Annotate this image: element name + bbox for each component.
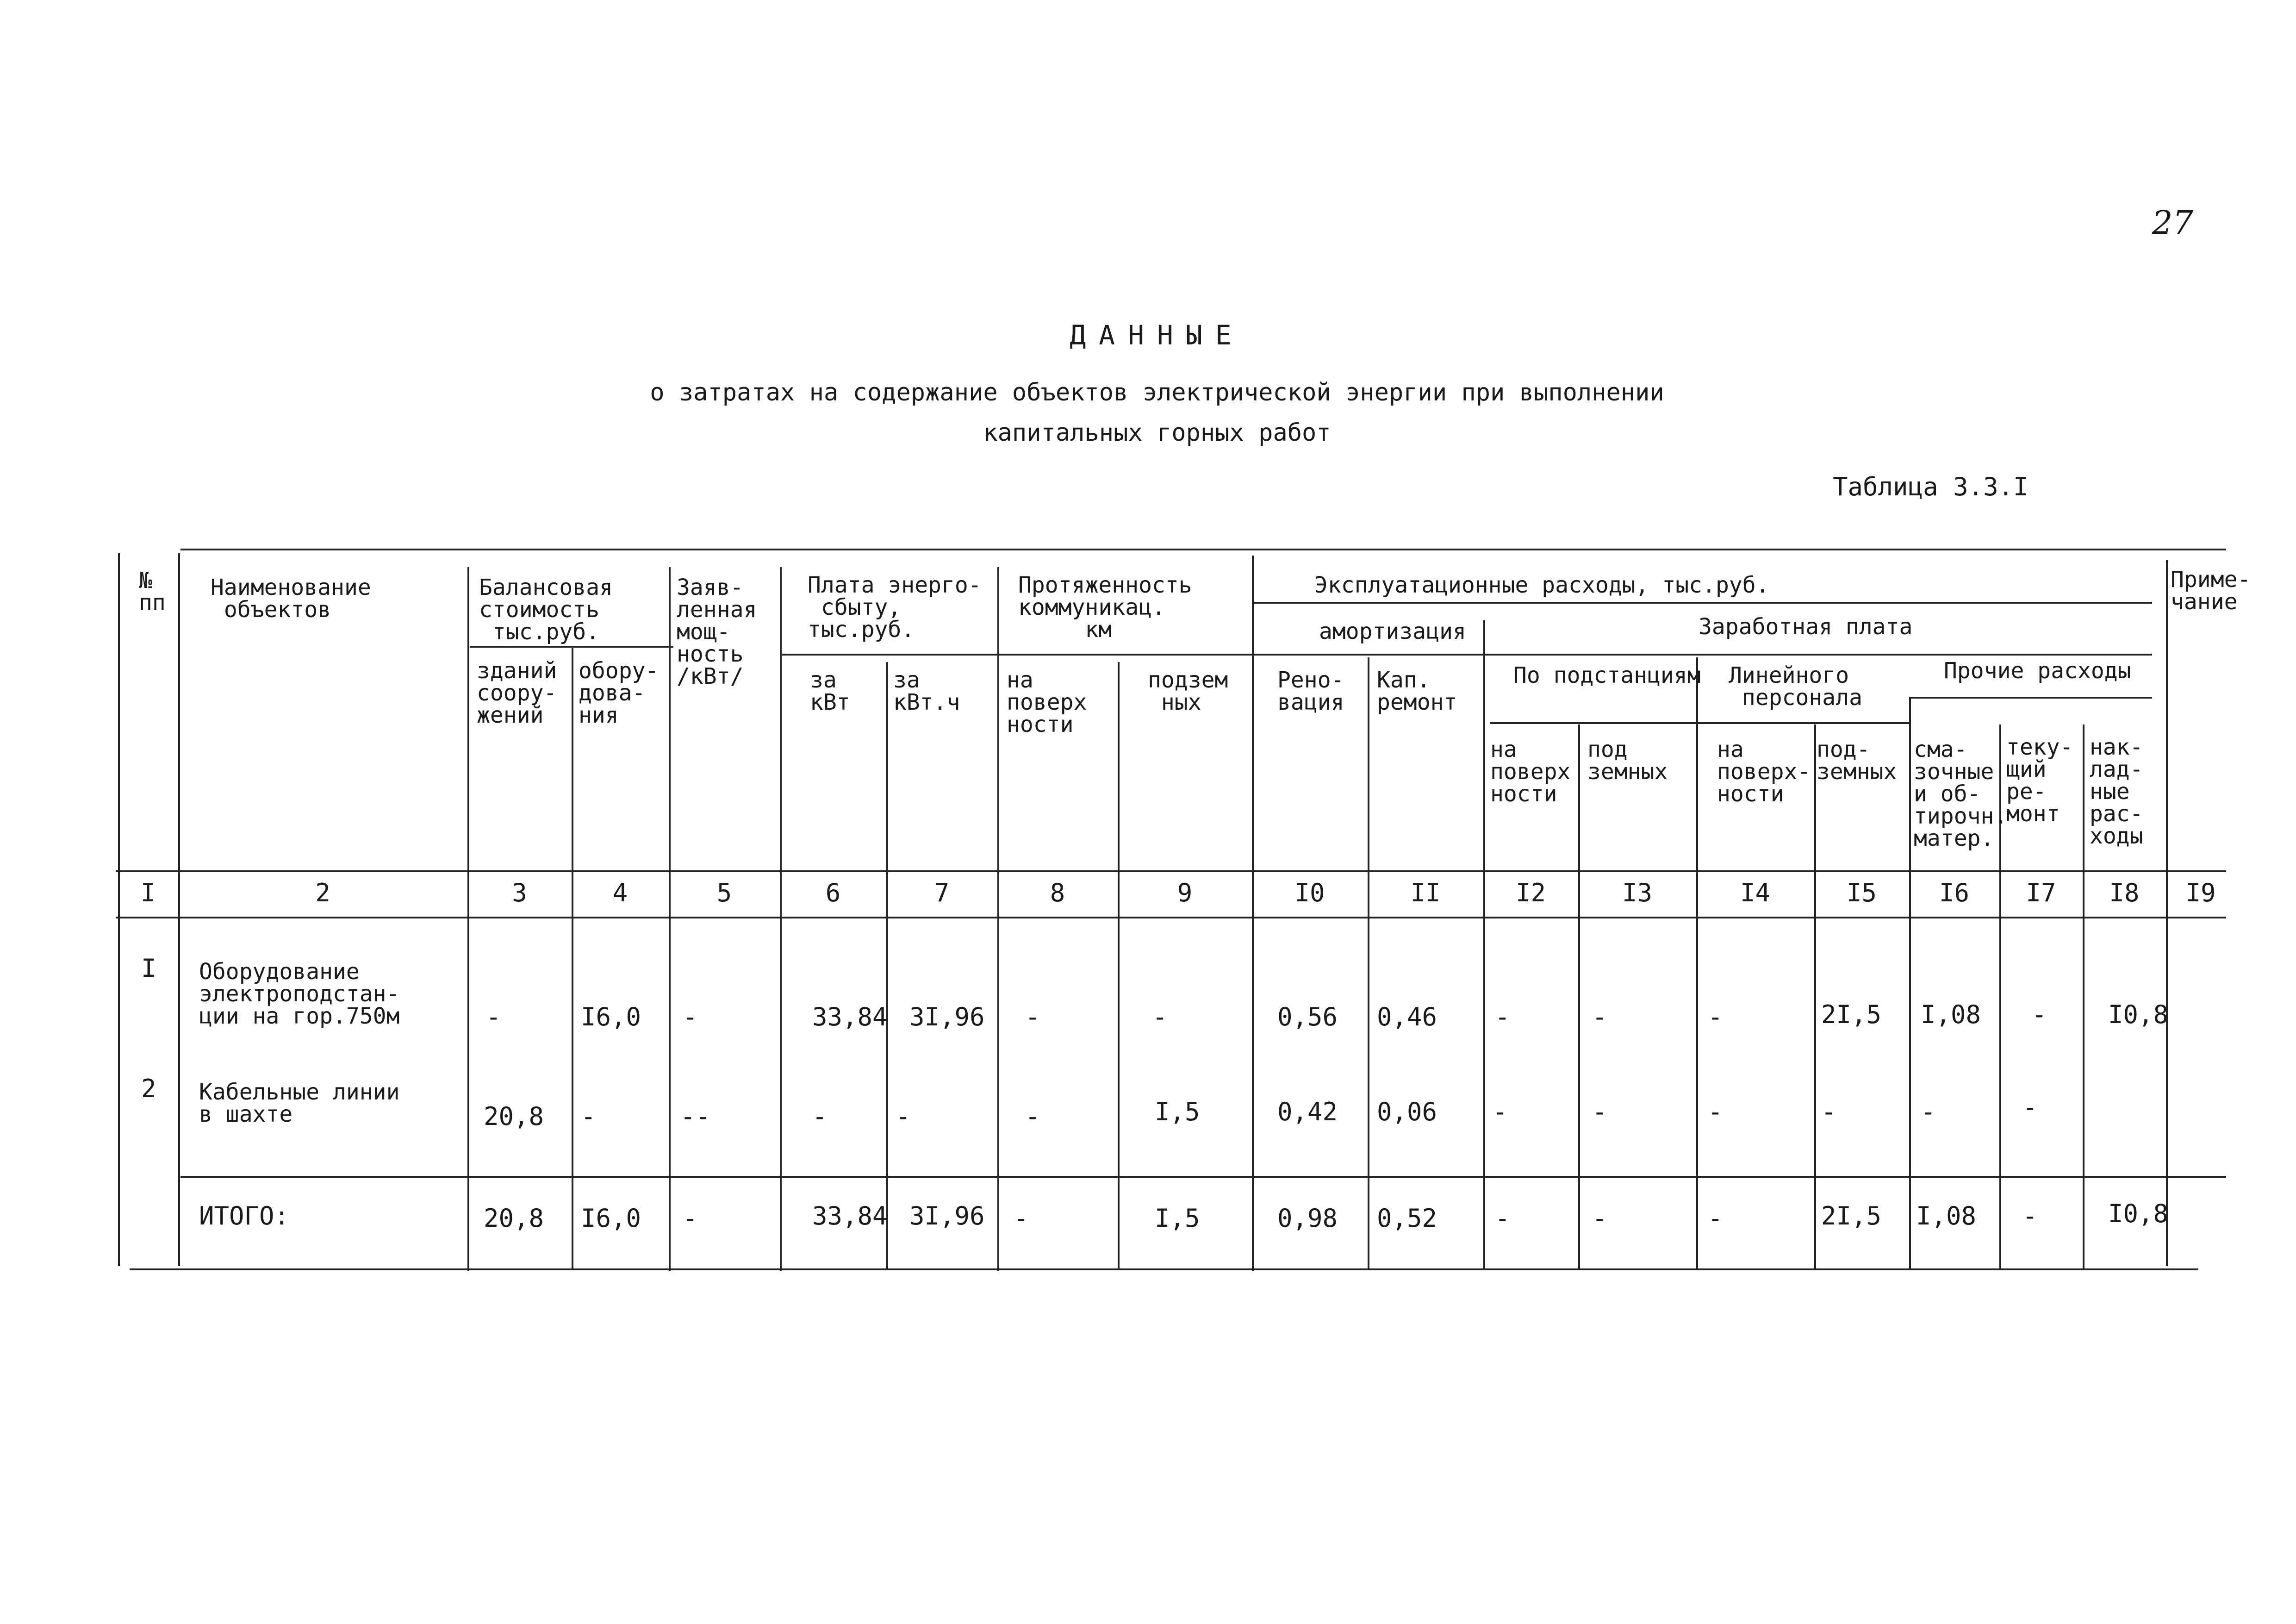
total-cell: 33,84 bbox=[812, 1201, 888, 1230]
rule-staff-sub bbox=[1490, 722, 1909, 724]
col-line-2 bbox=[467, 567, 469, 1271]
col-line-9 bbox=[1252, 556, 1254, 1271]
col-line-17 bbox=[2083, 725, 2084, 1268]
page-number: 27 bbox=[2152, 204, 2194, 242]
column-number: 6 bbox=[825, 878, 841, 907]
header-underground: подзем ных bbox=[1148, 667, 1228, 715]
header-equipment: обору- дова- ния bbox=[579, 658, 659, 728]
rule-operating-header bbox=[1254, 602, 2152, 604]
row-1-cell: 33,84 bbox=[812, 1002, 888, 1031]
column-number: I3 bbox=[1622, 878, 1653, 907]
row-2-cell: I,5 bbox=[1155, 1097, 1200, 1126]
row-2-cell: - bbox=[2022, 1093, 2038, 1122]
total-cell: 0,52 bbox=[1377, 1204, 1437, 1233]
row-2-cell: - bbox=[1025, 1102, 1040, 1131]
header-lin-surface: на поверх- ности bbox=[1717, 737, 1811, 807]
header-cap-repair: Кап. ремонт bbox=[1377, 667, 1457, 715]
row-2-cell: - bbox=[812, 1102, 828, 1131]
col-line-13 bbox=[1696, 657, 1698, 1268]
column-number: I9 bbox=[2185, 878, 2216, 907]
column-number: 9 bbox=[1177, 878, 1193, 907]
row-1-cell: 0,56 bbox=[1277, 1002, 1338, 1031]
column-number: 7 bbox=[934, 878, 950, 907]
document-title: ДАННЫЕ bbox=[1070, 319, 1244, 351]
header-overhead: нак- лад- ные рас- ходы bbox=[2090, 734, 2143, 849]
header-by-substations: По подстанциям bbox=[1513, 662, 1701, 688]
col-line-11 bbox=[1483, 620, 1485, 1268]
total-cell: - bbox=[2022, 1201, 2038, 1230]
row-1-cell: I6,0 bbox=[581, 1002, 641, 1031]
row-2-cell: - bbox=[1592, 1097, 1607, 1126]
column-number: I6 bbox=[1939, 878, 1970, 907]
row-1-cell: I,08 bbox=[1921, 1000, 1981, 1029]
column-number: I0 bbox=[1294, 878, 1325, 907]
column-number: I5 bbox=[1846, 878, 1877, 907]
row-1-cell: - bbox=[1152, 1002, 1168, 1031]
total-cell: - bbox=[683, 1204, 698, 1233]
row-1-cell: - bbox=[1025, 1002, 1040, 1031]
column-number: 8 bbox=[1050, 878, 1065, 907]
row-2-cell: - bbox=[896, 1102, 911, 1131]
row-2-num: 2 bbox=[141, 1074, 156, 1103]
col-line-5 bbox=[780, 567, 782, 1271]
total-cell: - bbox=[1708, 1204, 1723, 1233]
rule-balance-header bbox=[470, 646, 673, 648]
rule-under-operating bbox=[782, 654, 2152, 656]
row-2-name: Кабельные линии в шахте bbox=[199, 1079, 400, 1127]
rule-wages-sub bbox=[1909, 697, 2152, 699]
col-line-left bbox=[118, 553, 120, 1266]
col-line-6 bbox=[886, 662, 888, 1268]
col-line-1 bbox=[178, 553, 180, 1266]
row-2-cell: - bbox=[581, 1102, 596, 1131]
header-operating: Эксплуатационные расходы, тыс.руб. bbox=[1314, 572, 1769, 598]
header-lin-underground: под- земных bbox=[1817, 737, 1897, 785]
row-1-cell: - bbox=[1592, 1002, 1607, 1031]
header-length: Протяженность коммуникац. км bbox=[1018, 572, 1192, 643]
row-1-num: I bbox=[141, 954, 156, 983]
col-line-12 bbox=[1578, 725, 1580, 1268]
header-lubricants: сма- зочные и об- тирочн. матер. bbox=[1914, 737, 2008, 851]
col-line-15 bbox=[1909, 697, 1911, 1268]
total-cell: I,08 bbox=[1916, 1201, 1977, 1230]
header-wages: Заработная плата bbox=[1699, 614, 1913, 640]
col-line-4 bbox=[669, 567, 671, 1271]
column-number: 4 bbox=[612, 878, 628, 907]
column-number: 3 bbox=[512, 878, 527, 907]
header-renovation: Рено- вация bbox=[1277, 667, 1344, 715]
header-current-repair: теку- щий ре- монт bbox=[2006, 734, 2073, 827]
total-cell: - bbox=[1014, 1204, 1029, 1233]
header-depreciation: амортизация bbox=[1319, 618, 1466, 644]
header-per-kwh: за кВт.ч bbox=[893, 667, 960, 715]
header-buildings: зданий соору- жений bbox=[477, 658, 557, 728]
column-number: I bbox=[140, 878, 156, 907]
row-1-cell: - bbox=[683, 1002, 698, 1031]
col-line-14 bbox=[1814, 725, 1816, 1268]
total-cell: 2I,5 bbox=[1821, 1201, 1882, 1230]
total-cell: - bbox=[1592, 1204, 1607, 1233]
header-declared-power: Заяв- ленная мощ- ность /кВт/ bbox=[677, 575, 757, 689]
header-sub-underground: под земных bbox=[1587, 737, 1668, 785]
row-1-name: Оборудование электроподстан- ции на гор.750м bbox=[199, 959, 400, 1029]
header-per-kw: за кВт bbox=[810, 667, 850, 715]
header-other: Прочие расходы bbox=[1944, 658, 2131, 684]
col-line-10 bbox=[1368, 657, 1369, 1268]
column-number: I2 bbox=[1515, 878, 1546, 907]
row-1-cell: - bbox=[1495, 1002, 1510, 1031]
total-cell: 3I,96 bbox=[909, 1201, 985, 1230]
row-1-cell: 2I,5 bbox=[1821, 1000, 1882, 1029]
col-line-7 bbox=[997, 567, 999, 1271]
row-2-cell: 20,8 bbox=[484, 1102, 544, 1131]
total-cell: 20,8 bbox=[484, 1204, 544, 1233]
table-bottom-rule bbox=[130, 1268, 2198, 1270]
row-2-cell: - bbox=[1921, 1097, 1936, 1126]
row-1-cell: - bbox=[2032, 1000, 2047, 1029]
column-number: I8 bbox=[2109, 878, 2140, 907]
row-1-cell: - bbox=[1708, 1002, 1723, 1031]
row-2-cell: -- bbox=[680, 1102, 711, 1131]
total-cell: I0,8 bbox=[2108, 1199, 2169, 1228]
row-1-cell: 3I,96 bbox=[909, 1002, 985, 1031]
header-num: № пп bbox=[139, 568, 166, 616]
header-balance: Балансовая стоимость тыс.руб. bbox=[479, 575, 613, 645]
row-1-cell: 0,46 bbox=[1377, 1002, 1437, 1031]
header-energy-fee: Плата энерго- сбыту, тыс.руб. bbox=[808, 572, 982, 643]
total-cell: I,5 bbox=[1155, 1204, 1200, 1233]
header-linear-staff: Линейного персонала bbox=[1729, 662, 1862, 711]
row-2-cell: - bbox=[1821, 1097, 1836, 1126]
rule-before-total bbox=[180, 1176, 2226, 1178]
row-2-cell: 0,42 bbox=[1277, 1097, 1338, 1126]
table-caption: Таблица 3.3.I bbox=[1833, 472, 2028, 501]
column-number: II bbox=[1410, 878, 1441, 907]
col-line-18 bbox=[2166, 560, 2168, 1266]
column-number: I4 bbox=[1740, 878, 1771, 907]
document-subtitle-line-2: капитальных горных работ bbox=[983, 419, 1331, 447]
column-number: 5 bbox=[716, 878, 732, 907]
header-surface: на поверх ности bbox=[1007, 667, 1087, 737]
row-1-cell: I0,8 bbox=[2108, 1000, 2169, 1029]
table-top-rule bbox=[180, 549, 2226, 550]
header-sub-surface: на поверх ности bbox=[1490, 737, 1571, 807]
row-2-cell: - bbox=[1493, 1097, 1508, 1126]
header-note: Приме- чание bbox=[2171, 567, 2251, 615]
col-line-3 bbox=[572, 648, 573, 1268]
total-label: ИТОГО: bbox=[199, 1201, 290, 1230]
column-number: I7 bbox=[2026, 878, 2056, 907]
document-subtitle-line-1: о затратах на содержание объектов электрической энергии при выполнении bbox=[650, 379, 1664, 406]
col-line-8 bbox=[1118, 662, 1120, 1268]
header-name: Наименование объектов bbox=[211, 575, 371, 623]
total-cell: I6,0 bbox=[581, 1204, 641, 1233]
row-2-cell: - bbox=[1708, 1097, 1723, 1126]
total-cell: - bbox=[1495, 1204, 1510, 1233]
total-cell: 0,98 bbox=[1277, 1204, 1338, 1233]
column-number: 2 bbox=[315, 878, 330, 907]
row-2-cell: 0,06 bbox=[1377, 1097, 1437, 1126]
row-1-cell: - bbox=[486, 1002, 501, 1031]
